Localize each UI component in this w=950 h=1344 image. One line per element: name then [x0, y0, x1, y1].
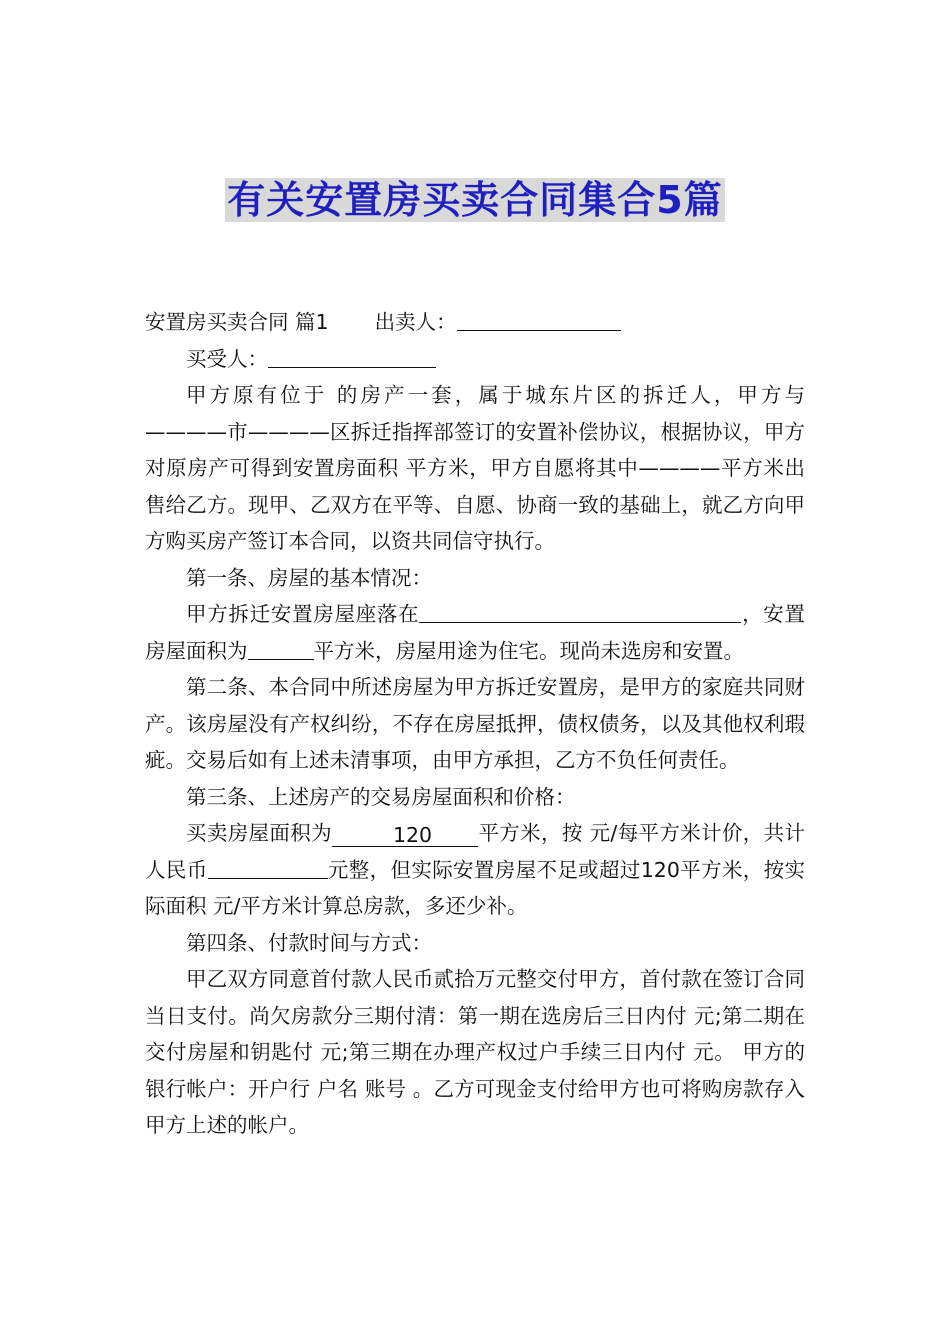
area-blank [248, 638, 314, 660]
article-3-body: 买卖房屋面积为 120 平方米，按 元/每平方米计价，共计人民币 元整，但实际安置房屋不足或超过120平方米，按实际面积 元/平方米计算总房款，多还少补。 [145, 821, 806, 918]
article-1-title: 第一条、房屋的基本情况： [186, 565, 432, 590]
buyer-line [145, 341, 805, 378]
article-4-title: 第四条、付款时间与方式： [186, 930, 432, 955]
article-3-title: 第三条、上述房产的交易房屋面积和价格： [186, 784, 576, 809]
article-2: 第二条、本合同中所述房屋为甲方拆迁安置房，是甲方的家庭共同财产。该房屋没有产权纠纷，不存在房屋抵押，债权债务，以及其他权利瑕疵。交易后如有上述未清事项，由甲方承担，乙方不负任何责任。 [145, 675, 805, 772]
paragraph-intro: 甲方原有位于 的房产一套，属于城东片区的拆迁人，甲方与————市————区拆迁指挥部签订的安置补偿协议，根据协议，甲方对原房产可得到安置房面积 平方米，甲方自愿将其中————平方米出售给乙方。现甲、乙双方在平等、自愿、协商一致的基础上，就乙方向甲方购买房产签订本合同，以资共同信守执行。 [145, 383, 805, 553]
document-body [145, 304, 805, 1144]
document-title: 有关安置房买卖合同集合5篇 [227, 178, 723, 222]
total-price-blank [208, 857, 328, 879]
buyer-blank [268, 346, 436, 368]
seller-label: 出卖人： [374, 310, 457, 334]
article-4-body: 甲乙双方同意首付款人民币贰拾万元整交付甲方，首付款在签订合同当日支付。尚欠房款分三期付清：第一期在选房后三日内付 元;第二期在交付房屋和钥匙付 元;第三期在办理产权过户手续三日内付 元。 甲方的银行帐户：开户行 户名 账号 。乙方可现金支付给甲方也可将购房款存入甲方上述的帐户。 [145, 967, 805, 1137]
location-blank [419, 602, 741, 624]
heading-line [145, 304, 805, 341]
seller-blank [457, 310, 621, 332]
area-value: 120 [332, 825, 478, 847]
article-1-body: 甲方拆迁安置房屋座落在 ，安置房屋面积为 平方米，房屋用途为住宅。现尚未选房和安置。 [145, 602, 806, 663]
buyer-label: 买受人： [186, 346, 268, 371]
contract-heading: 安置房买卖合同 篇1 [145, 310, 329, 334]
title-wrap [0, 178, 950, 222]
